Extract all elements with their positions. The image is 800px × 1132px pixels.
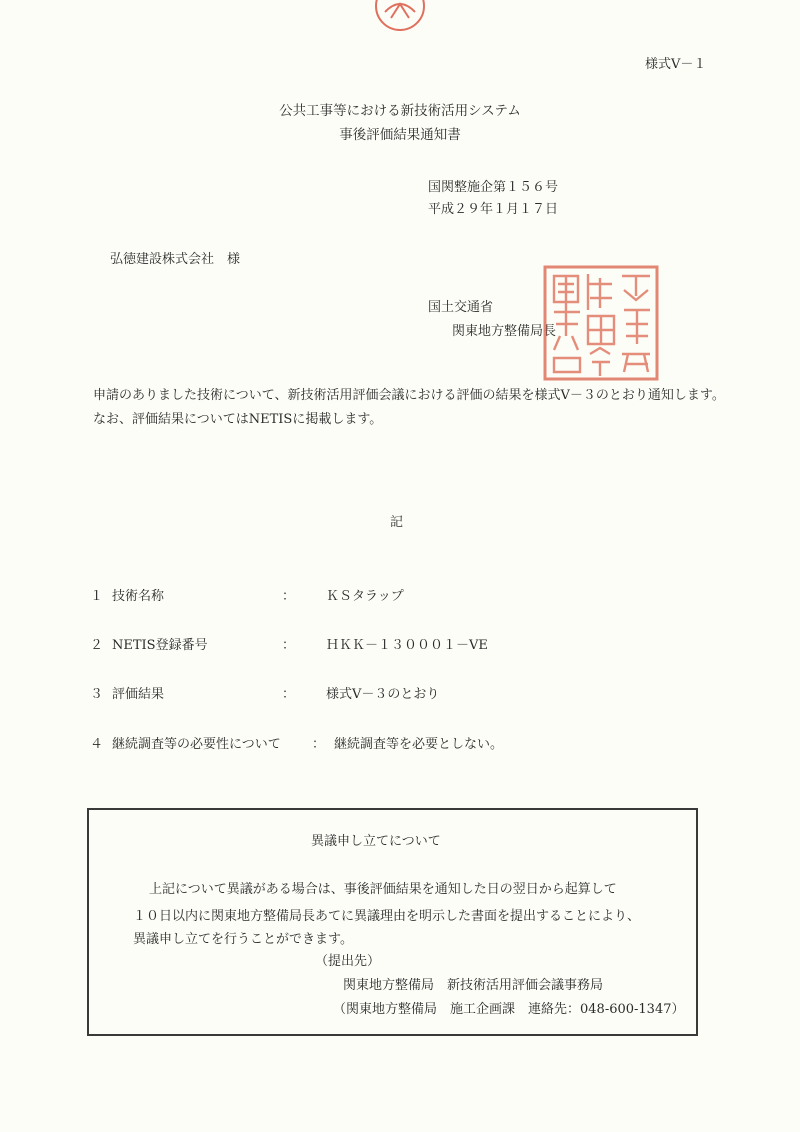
ki-heading: 記: [390, 515, 404, 530]
item-label: 評価結果: [112, 687, 165, 702]
recipient: 弘徳建設株式会社 様: [110, 252, 241, 267]
item-value: 様式Ⅴ－３のとおり: [326, 687, 440, 702]
submission-office: 関東地方整備局 新技術活用評価会議事務局: [343, 978, 604, 993]
item-number: ３: [90, 687, 104, 702]
item-label: 技術名称: [112, 589, 165, 604]
item-number: ２: [90, 638, 104, 653]
objection-box: [87, 808, 698, 1036]
document-date: 平成２９年１月１７日: [428, 202, 559, 217]
title-line-1: 公共工事等における新技術活用システム: [279, 103, 521, 119]
objection-line: 上記について異議がある場合は、事後評価結果を通知した日の翌日から起算して: [149, 882, 617, 897]
objection-line: 異議申し立てを行うことができます。: [133, 932, 353, 947]
submission-heading: （提出先）: [315, 954, 381, 969]
objection-title: 異議申し立てについて: [311, 834, 441, 849]
objection-line: １０日以内に関東地方整備局長あてに異議理由を明示した書面を提出することにより、: [133, 909, 641, 924]
form-id: 様式Ⅴ－１: [645, 57, 707, 72]
body-paragraph-2: なお、評価結果についてはNETISに掲載します。: [93, 412, 383, 427]
document-number: 国関整施企第１５６号: [428, 180, 559, 195]
item-colon: ：: [282, 638, 296, 653]
body-paragraph-1: 申請のありました技術について、新技術活用評価会議における評価の結果を様式Ⅴ－３のとおり通知します。: [93, 388, 725, 403]
sender-office: 関東地方整備局長: [452, 324, 557, 339]
submission-contact: （関東地方整備局 施工企画課 連絡先：048-600-1347）: [333, 1002, 685, 1017]
body-text: [80, 384, 740, 432]
item-colon: ：: [282, 687, 296, 702]
sender-org: 国土交通省: [428, 300, 494, 315]
item-value: 継続調査等を必要としない。: [334, 737, 504, 752]
item-label: NETIS登録番号: [112, 638, 208, 653]
official-seal-icon: [542, 264, 660, 382]
item-value: ＫＳタラップ: [326, 589, 404, 604]
title-line-2: 事後評価結果通知書: [339, 127, 461, 143]
item-label: 継続調査等の必要性について: [112, 737, 281, 752]
item-colon: ：: [312, 737, 326, 752]
item-number: ４: [90, 737, 104, 752]
item-number: １: [90, 589, 104, 604]
top-seal-icon: [371, 0, 429, 40]
item-value: ＨＫＫ－１３０００１－VE: [326, 638, 488, 653]
item-colon: ：: [282, 589, 296, 604]
